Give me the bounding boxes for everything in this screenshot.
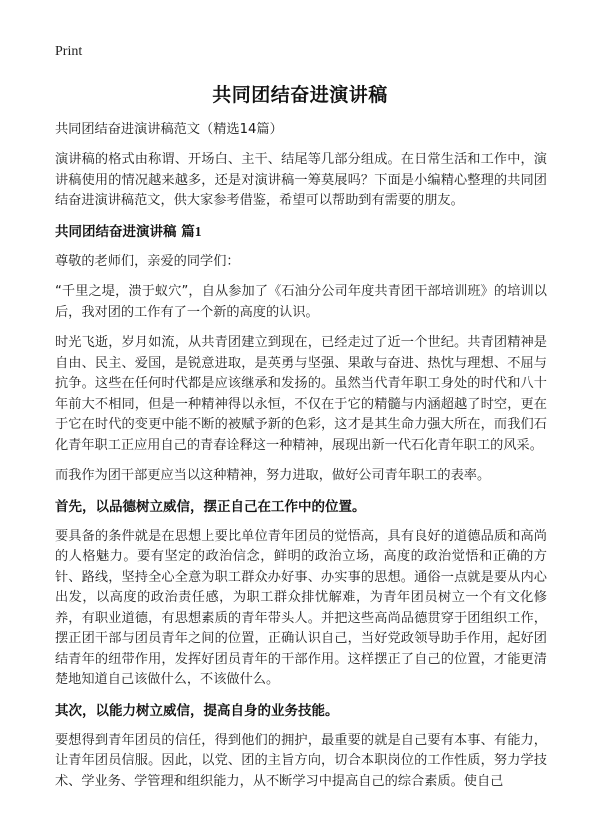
body-paragraph-2: 时光飞逝，岁月如流，从共青团建立到现在，已经走过了近一个世纪。共青团精神是自由、民主、爱国，是锐意进取，是英勇与坚强、果敢与奋进、热忱与理想、不屈与抗争。这些在任何时代都是应该继承和发扬的。虽然当代青年职工身处的时代和八十年前大不相同，但是一种精神得以永恒，不仅在于它的精髓与内涵超越了时空，更在于它在时代的变更中能不断的被赋予新的色彩，这才是其生命力强大所在，而我们石化青年职工正应用自己的青春诠释这一种精神，展现出新一代石化青年职工的风采。 <box>55 335 547 453</box>
body-paragraph-1: “千里之堤，溃于蚁穴”，自从参加了《石油分公司年度共青团干部培训班》的培训以后，我对团的工作有了一个新的高度的认识。 <box>55 284 547 320</box>
section-heading <box>55 222 547 242</box>
page-title: 共同团结奋进演讲稿 <box>212 84 388 106</box>
article-subtitle: 共同团结奋进演讲稿范文（精选14篇） <box>55 122 283 137</box>
body-paragraph-4: 要具备的条件就是在思想上要比单位青年团员的觉悟高，具有良好的道德品质和高尚的人格魅力。要有坚定的政治信念，鲜明的政治立场，高度的政治觉悟和正确的方针、路线，坚持全心全意为职工群众办好事、办实事的思想。通俗一点就是要从内心出发，以高度的政治责任感，为职工群众排忧解难，为青年团员树立一个有文化修养，有职业道德，有思想素质的青年带头人。并把这些高尚品德贯穿于团组织工作，摆正团干部与团员青年之间的位置，正确认识自己，当好党政领导助手作用，起好团结青年的纽带作用，发挥好团员青年的干部作用。这样摆正了自己的位置，才能更清楚地知道自己该做什么，不该做什么。 <box>55 528 547 687</box>
section-heading-text: 共同团结奋进演讲稿 <box>55 223 177 240</box>
subheading-second: 其次，以能力树立威信，提高自身的业务技能。 <box>55 702 339 719</box>
intro-paragraph: 演讲稿的格式由称谓、开场白、主干、结尾等几部分组成。在日常生活和工作中，演讲稿使用的情况越来越多，还是对演讲稿一筹莫展吗？下面是小编精心整理的共同团结奋进演讲稿范文，供大家参考借鉴，希望可以帮助到有需要的朋友。 <box>55 152 547 208</box>
print-link[interactable]: Print <box>55 44 83 59</box>
body-paragraph-5: 要想得到青年团员的信任，得到他们的拥护，最重要的就是自己要有本事、有能力，让青年团员信服。因此，以党、团的主旨方向，切合本职岗位的工作性质，努力学技术、学业务、学管理和组织能力，从不断学习中提高自己的综合素质。使自己 <box>55 732 547 789</box>
salutation: 尊敬的老师们，亲爱的同学们： <box>55 253 240 269</box>
article-body <box>55 120 547 802</box>
section-number: 篇1 <box>181 223 202 239</box>
subheading-first: 首先，以品德树立威信，摆正自己在工作中的位置。 <box>55 498 366 515</box>
body-paragraph-3: 而我作为团干部更应当以这种精神，努力进取，做好公司青年职工的表率。 <box>55 468 491 483</box>
